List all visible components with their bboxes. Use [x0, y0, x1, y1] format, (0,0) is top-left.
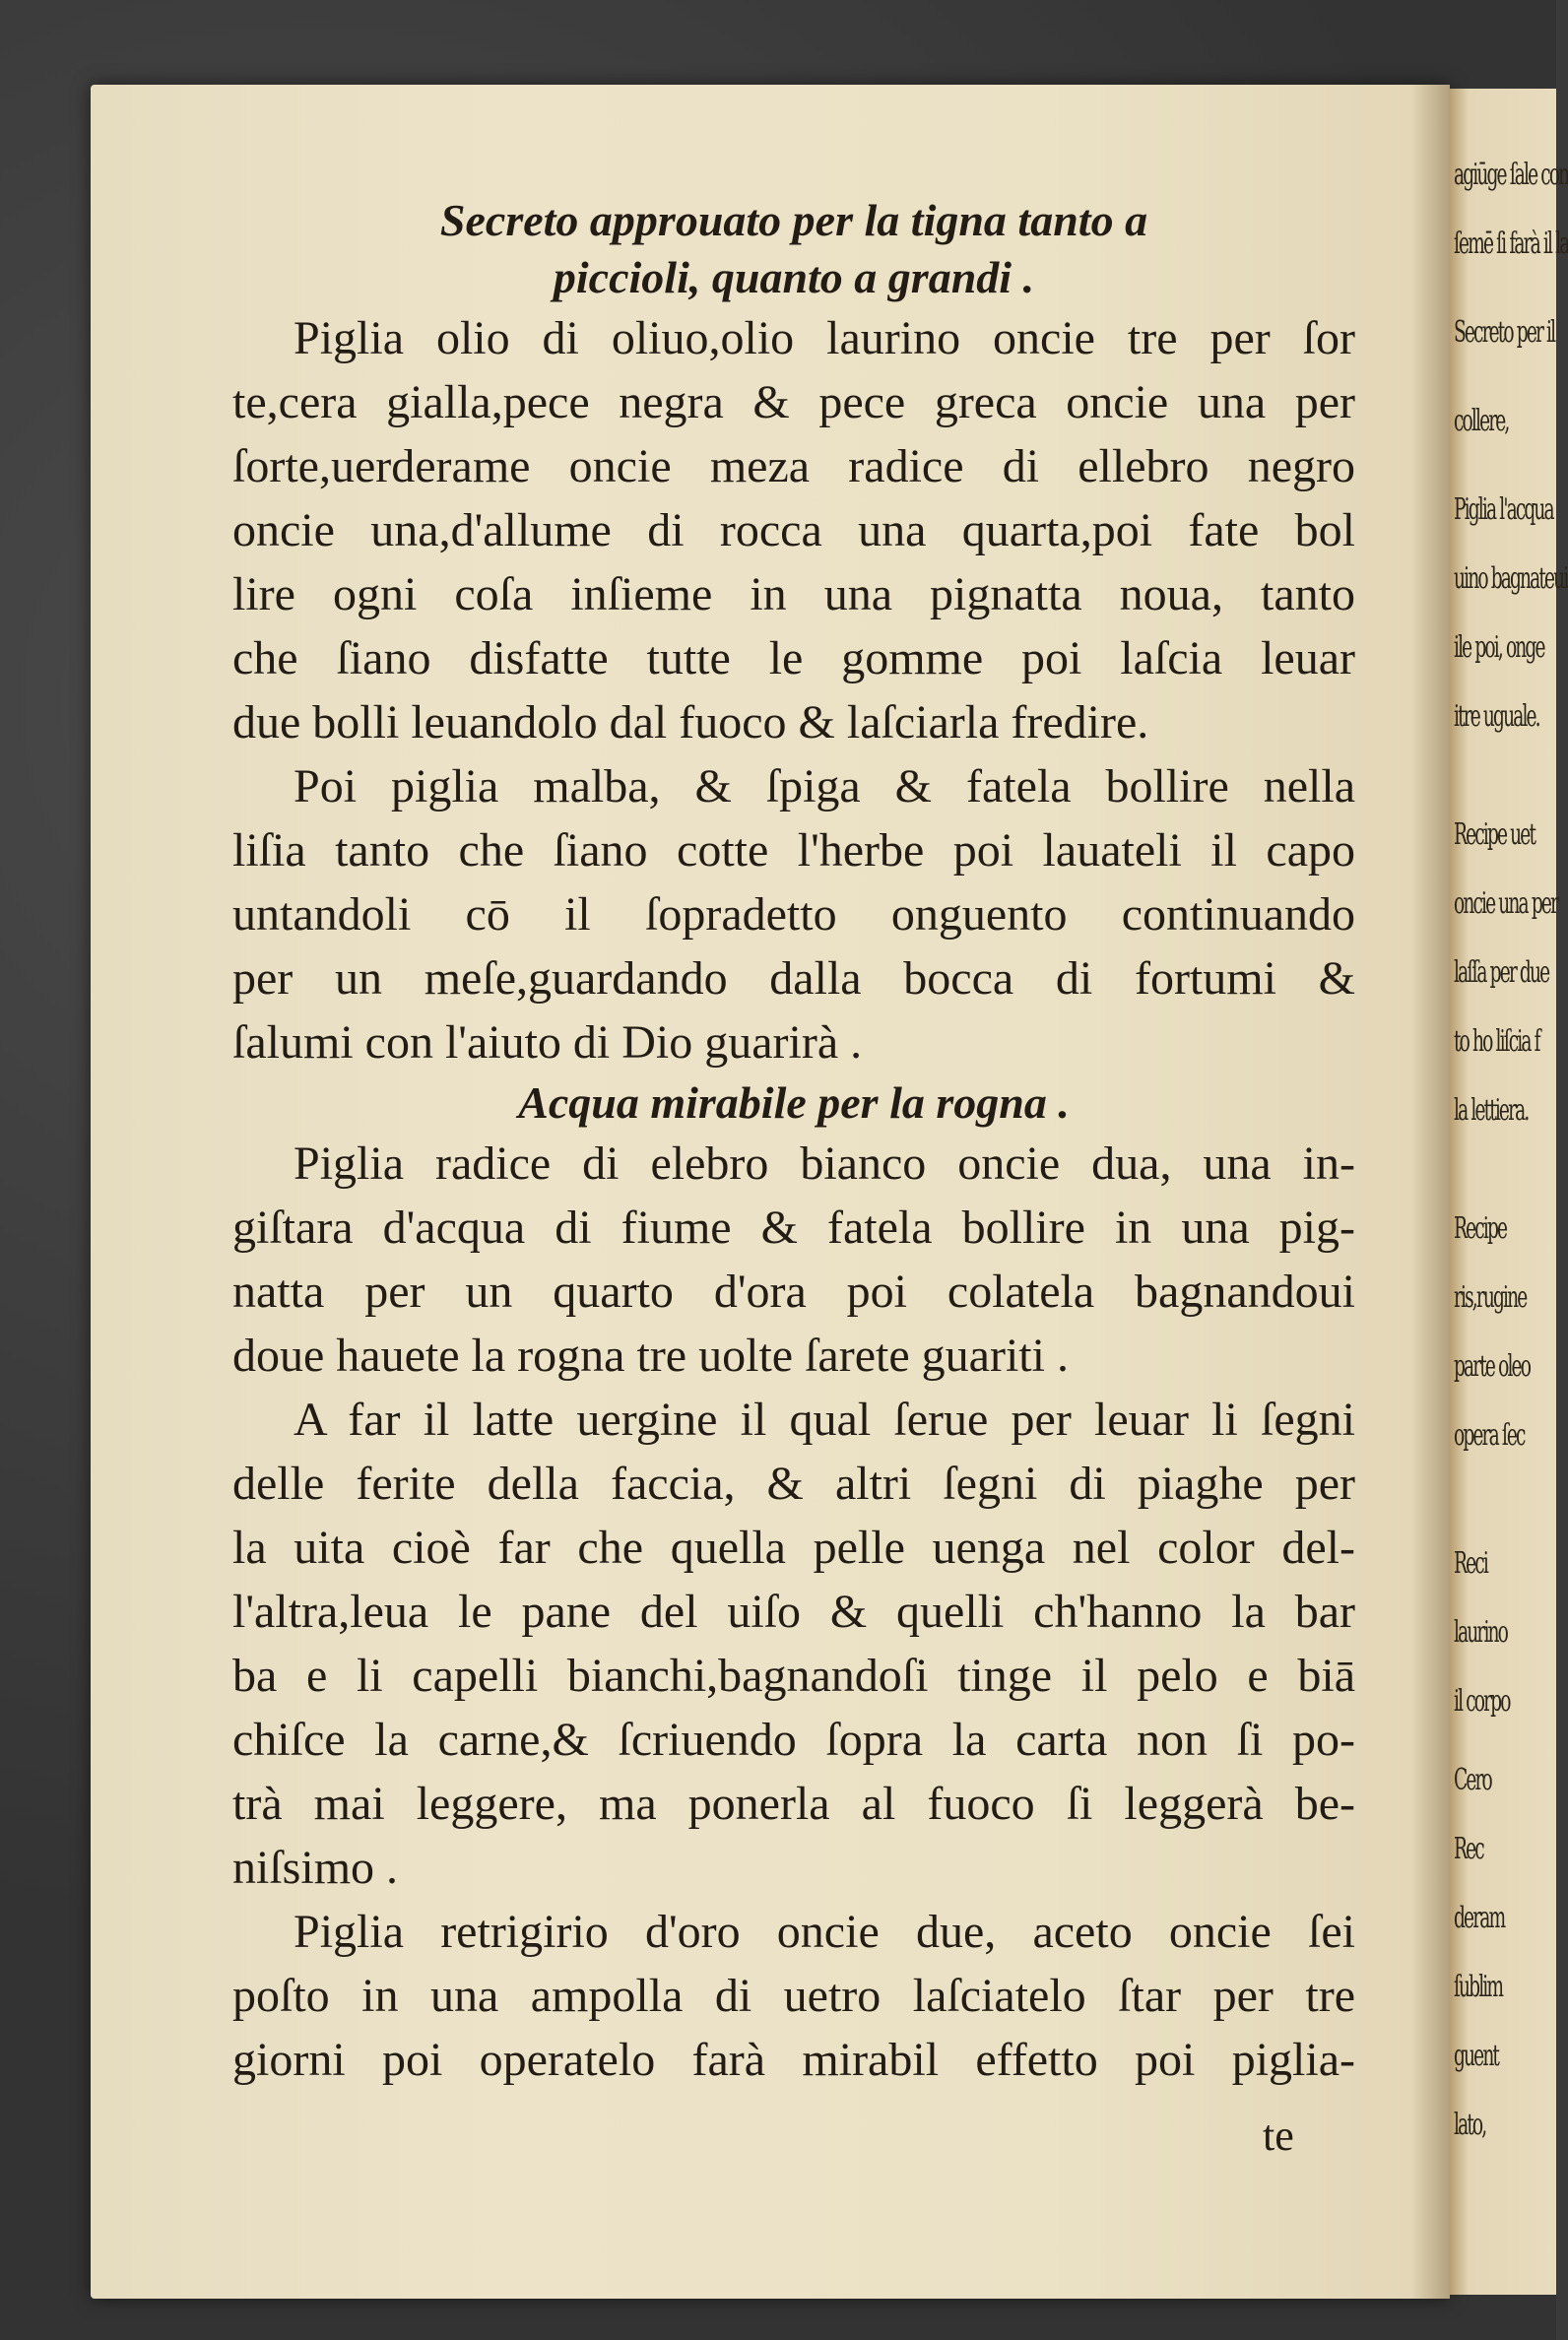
paragraph-latte-vergine — [232, 1388, 1355, 1900]
text-line: te,cera gialla,pece negra & pece greca oncie una per — [232, 376, 1355, 428]
facing-page-line: guent — [1454, 2039, 1499, 2073]
facing-page-line: uino bagnateui — [1454, 561, 1568, 596]
facing-page-line: ſublim — [1454, 1970, 1503, 2004]
text-line: la uita cioè far che quella pelle uenga nel color del- — [232, 1522, 1355, 1574]
facing-page-line: opera ſec — [1454, 1418, 1525, 1453]
text-line: trà mai leggere, ma ponerla al fuoco ſi leggerà be- — [232, 1778, 1355, 1830]
text-line: A far il latte uergine il qual ſerue per leuar li ſegni — [294, 1394, 1355, 1446]
facing-page-line: oncie una per — [1454, 886, 1558, 921]
text-line: poſto in una ampolla di uetro laſciatelo ſtar per tre — [232, 1970, 1355, 2022]
facing-page-line: ſemē ſi farà il la — [1454, 227, 1568, 261]
facing-page-line: il corpo — [1454, 1684, 1510, 1719]
recipe-heading-rogna: Acqua mirabile per la rogna . — [518, 1077, 1070, 1128]
facing-page-line: Rec — [1454, 1832, 1483, 1866]
facing-page-line: ris,rugine — [1454, 1280, 1527, 1315]
text-line: Piglia radice di elebro bianco oncie dua, una in- — [294, 1138, 1355, 1190]
facing-page-line: agiūge ſale con — [1454, 158, 1568, 192]
facing-page-edge — [1450, 89, 1568, 2295]
facing-page-line: Piglia l'acqua — [1454, 492, 1553, 527]
paragraph-rogna — [232, 1132, 1355, 1388]
text-line: liſia tanto che ſiano cotte l'herbe poi lauateli il capo — [232, 824, 1355, 877]
facing-page-line: ile poi, onge — [1454, 630, 1544, 665]
facing-page-line: collere, — [1454, 404, 1509, 438]
facing-page-line: parte oleo — [1454, 1349, 1531, 1384]
catchword: te — [1263, 2112, 1294, 2160]
facing-page-line: Reci — [1454, 1546, 1487, 1581]
text-line: chiſce la carne,& ſcriuendo ſopra la carta non ſi po- — [232, 1714, 1355, 1766]
text-line: natta per un quarto d'ora poi colatela bagnandoui — [232, 1266, 1355, 1318]
facing-page-line: laurino — [1454, 1615, 1508, 1650]
facing-page-line: laſſa per due — [1454, 955, 1549, 990]
text-line: ba e li capelli bianchi,bagnandoſi tinge il pelo e biā — [232, 1650, 1355, 1702]
paragraph-tigna — [232, 306, 1355, 754]
facing-page-line: deram — [1454, 1901, 1505, 1935]
text-line: giſtara d'acqua di fiume & fatela bollire in una pig- — [232, 1202, 1355, 1254]
text-line: giorni poi operatelo farà mirabil effetto poi piglia- — [232, 2034, 1355, 2086]
text-line: delle ferite della faccia, & altri ſegni di piaghe per — [232, 1458, 1355, 1510]
text-line: che ſiano disfatte tutte le gomme poi laſcia leuar — [232, 632, 1355, 684]
text-line: l'altra,leua le pane del uiſo & quelli ch'hanno la bar — [232, 1586, 1355, 1638]
text-line: ſorte,uerderame oncie meza radice di ellebro negro — [232, 440, 1355, 492]
text-line: Piglia olio di oliuo,olio laurino oncie tre per ſor — [294, 312, 1355, 364]
facing-page-line: Secreto per il — [1454, 315, 1555, 350]
heading-line: piccioli, quanto a grandi . — [553, 252, 1035, 302]
recipe-heading-tigna — [232, 192, 1355, 306]
text-line: oncie una,d'allume di rocca una quarta,poi fate bol — [232, 504, 1355, 556]
facing-page-line: to ho liſcia f — [1454, 1024, 1539, 1059]
facing-page-line: Recipe uet — [1454, 817, 1535, 852]
text-line: due bolli leuandolo dal fuoco & laſciarla fredire. — [232, 696, 1149, 748]
text-line: lire ogni coſa inſieme in una pignatta noua, tanto — [232, 568, 1355, 620]
text-line: Piglia retrigirio d'oro oncie due, aceto oncie ſei — [294, 1906, 1355, 1958]
facing-page-line: la lettiera. — [1454, 1093, 1529, 1128]
facing-page-line: Recipe — [1454, 1211, 1507, 1246]
facing-page-line: Cero — [1454, 1763, 1491, 1797]
facing-page-line: lato, — [1454, 2108, 1486, 2142]
text-line: per un meſe,guardando dalla bocca di fortumi & — [232, 952, 1355, 1005]
paragraph-malba — [232, 754, 1355, 1074]
text-line: niſsimo . — [232, 1842, 399, 1894]
text-line: Poi piglia malba, & ſpiga & fatela bollire nella — [294, 760, 1355, 812]
text-line: ſalumi con l'aiuto di Dio guarirà . — [232, 1016, 863, 1069]
facing-page-line: itre uguale. — [1454, 699, 1539, 734]
page-text — [232, 192, 1355, 2092]
text-line: untandoli cō il ſopradetto onguento continuando — [232, 888, 1355, 941]
heading-line: Secreto approuato per la tigna tanto a — [439, 195, 1148, 245]
paragraph-retrigirio — [232, 1900, 1355, 2092]
text-line: doue hauete la rogna tre uolte ſarete guariti . — [232, 1330, 1069, 1382]
